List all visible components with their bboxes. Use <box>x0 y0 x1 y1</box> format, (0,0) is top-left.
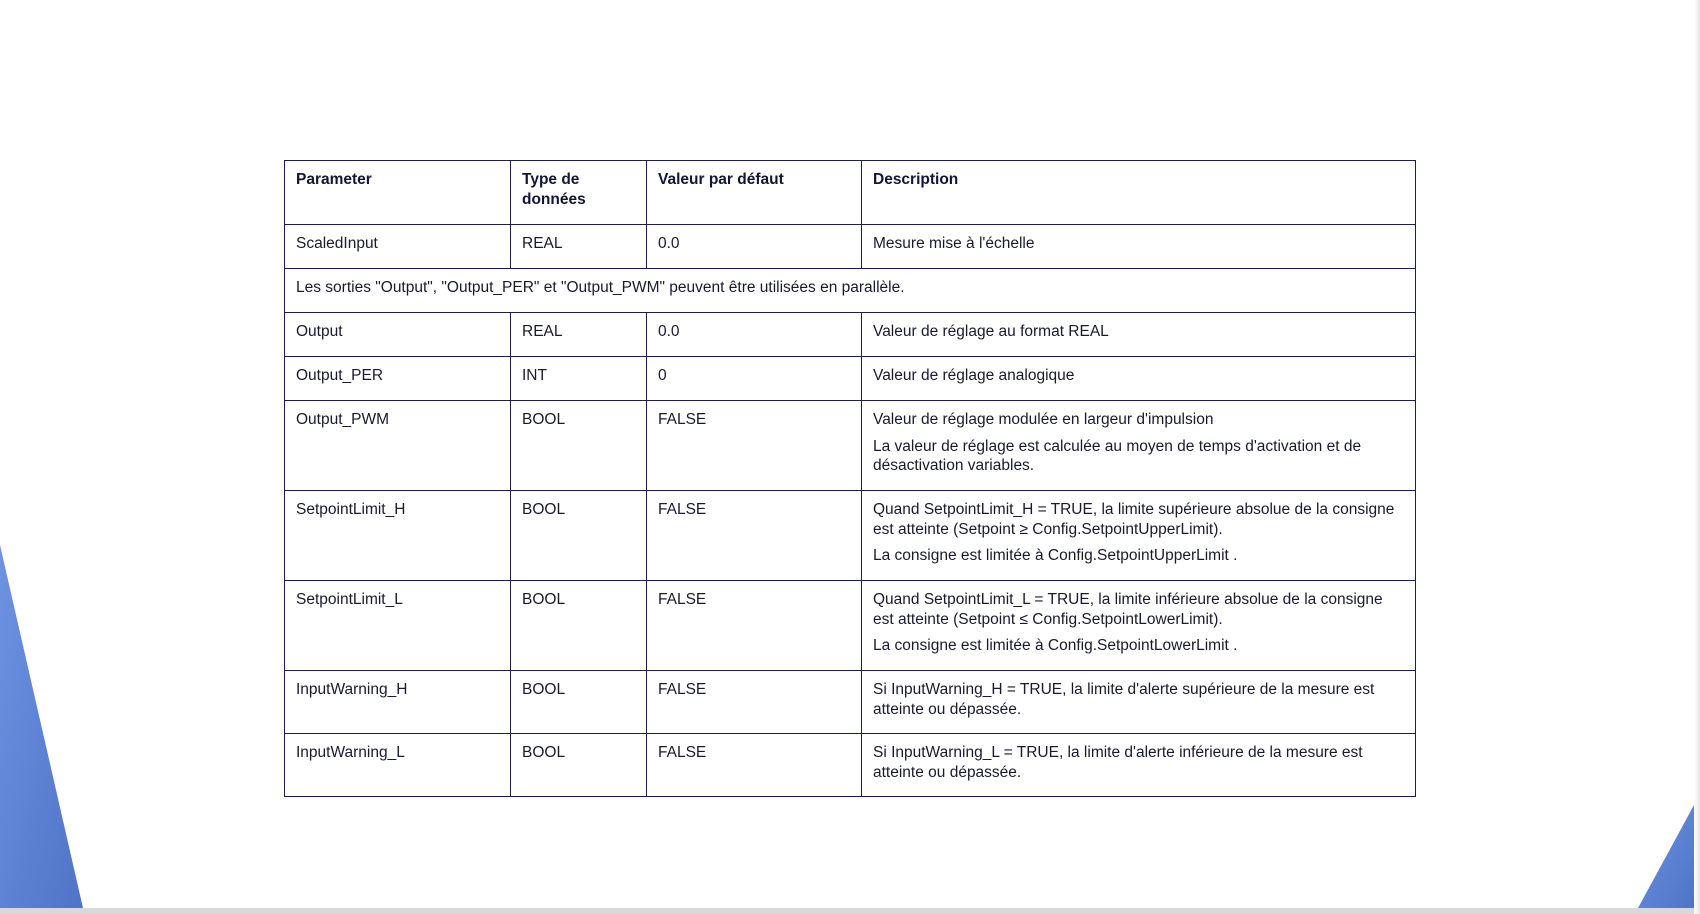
cell-type: REAL <box>511 313 647 357</box>
cell-default: 0.0 <box>647 313 862 357</box>
description-line: La consigne est limitée à Config.SetpointLowerLimit . <box>873 637 1238 654</box>
cell-default: 0 <box>647 357 862 401</box>
description-line: Valeur de réglage au format REAL <box>873 323 1109 340</box>
table-row-note <box>285 269 1416 313</box>
header-parameter: Parameter <box>285 161 511 225</box>
cell-type: BOOL <box>511 401 647 491</box>
cell-default: FALSE <box>647 671 862 734</box>
description-line: La valeur de réglage est calculée au moyen de temps d'activation et de désactivation variables. <box>873 437 1362 474</box>
cell-description <box>862 734 1416 797</box>
cell-default: FALSE <box>647 581 862 671</box>
right-blue-triangle <box>1638 805 1694 908</box>
table-row-setpointlimit-l <box>285 581 1416 671</box>
cell-parameter: ScaledInput <box>285 225 511 269</box>
table-row-scaledinput <box>285 225 1416 269</box>
cell-type: BOOL <box>511 491 647 581</box>
cell-description <box>862 401 1416 491</box>
header-default: Valeur par défaut <box>647 161 862 225</box>
cell-parameter: Output <box>285 313 511 357</box>
bottom-edge <box>0 908 1700 914</box>
cell-parameter: InputWarning_H <box>285 671 511 734</box>
description-line: Valeur de réglage analogique <box>873 367 1075 384</box>
cell-default: FALSE <box>647 491 862 581</box>
description-line: La consigne est limitée à Config.SetpointUpperLimit . <box>873 547 1238 564</box>
left-blue-triangle <box>0 545 83 908</box>
table-row-output <box>285 313 1416 357</box>
header-type: Type de données <box>511 161 647 225</box>
table-row-output-per <box>285 357 1416 401</box>
table-row-inputwarning-l <box>285 734 1416 797</box>
cell-type: BOOL <box>511 671 647 734</box>
cell-type: BOOL <box>511 734 647 797</box>
description-line: Si InputWarning_H = TRUE, la limite d'alerte supérieure de la mesure est atteinte ou dépassée. <box>873 681 1375 718</box>
cell-parameter: SetpointLimit_L <box>285 581 511 671</box>
cell-parameter: Output_PER <box>285 357 511 401</box>
cell-description <box>862 671 1416 734</box>
description-line: Quand SetpointLimit_H = TRUE, la limite supérieure absolue de la consigne est atteinte (Setpoint ≥ Config.SetpointUpperLimit). <box>873 501 1395 538</box>
header-description: Description <box>862 161 1416 225</box>
cell-default: 0.0 <box>647 225 862 269</box>
note-cell: Les sorties "Output", "Output_PER" et "Output_PWM" peuvent être utilisées en parallèle. <box>285 269 1416 313</box>
cell-parameter: InputWarning_L <box>285 734 511 797</box>
description-line: Mesure mise à l'échelle <box>873 235 1035 252</box>
cell-description <box>862 313 1416 357</box>
cell-description <box>862 225 1416 269</box>
cell-type: BOOL <box>511 581 647 671</box>
table-row-setpointlimit-h <box>285 491 1416 581</box>
cell-description <box>862 491 1416 581</box>
cell-parameter: SetpointLimit_H <box>285 491 511 581</box>
parameter-table <box>284 160 1416 797</box>
cell-type: INT <box>511 357 647 401</box>
cell-default: FALSE <box>647 734 862 797</box>
table-row-inputwarning-h <box>285 671 1416 734</box>
description-line: Quand SetpointLimit_L = TRUE, la limite inférieure absolue de la consigne est atteinte (Setpoint ≤ Config.SetpointLowerLimit). <box>873 591 1383 628</box>
cell-default: FALSE <box>647 401 862 491</box>
right-edge <box>1694 0 1700 914</box>
cell-description <box>862 357 1416 401</box>
cell-parameter: Output_PWM <box>285 401 511 491</box>
cell-description <box>862 581 1416 671</box>
header-row <box>285 161 1416 225</box>
description-line: Si InputWarning_L = TRUE, la limite d'alerte inférieure de la mesure est atteinte ou dépassée. <box>873 744 1363 781</box>
cell-type: REAL <box>511 225 647 269</box>
description-line: Valeur de réglage modulée en largeur d'impulsion <box>873 411 1214 428</box>
table-row-output-pwm <box>285 401 1416 491</box>
